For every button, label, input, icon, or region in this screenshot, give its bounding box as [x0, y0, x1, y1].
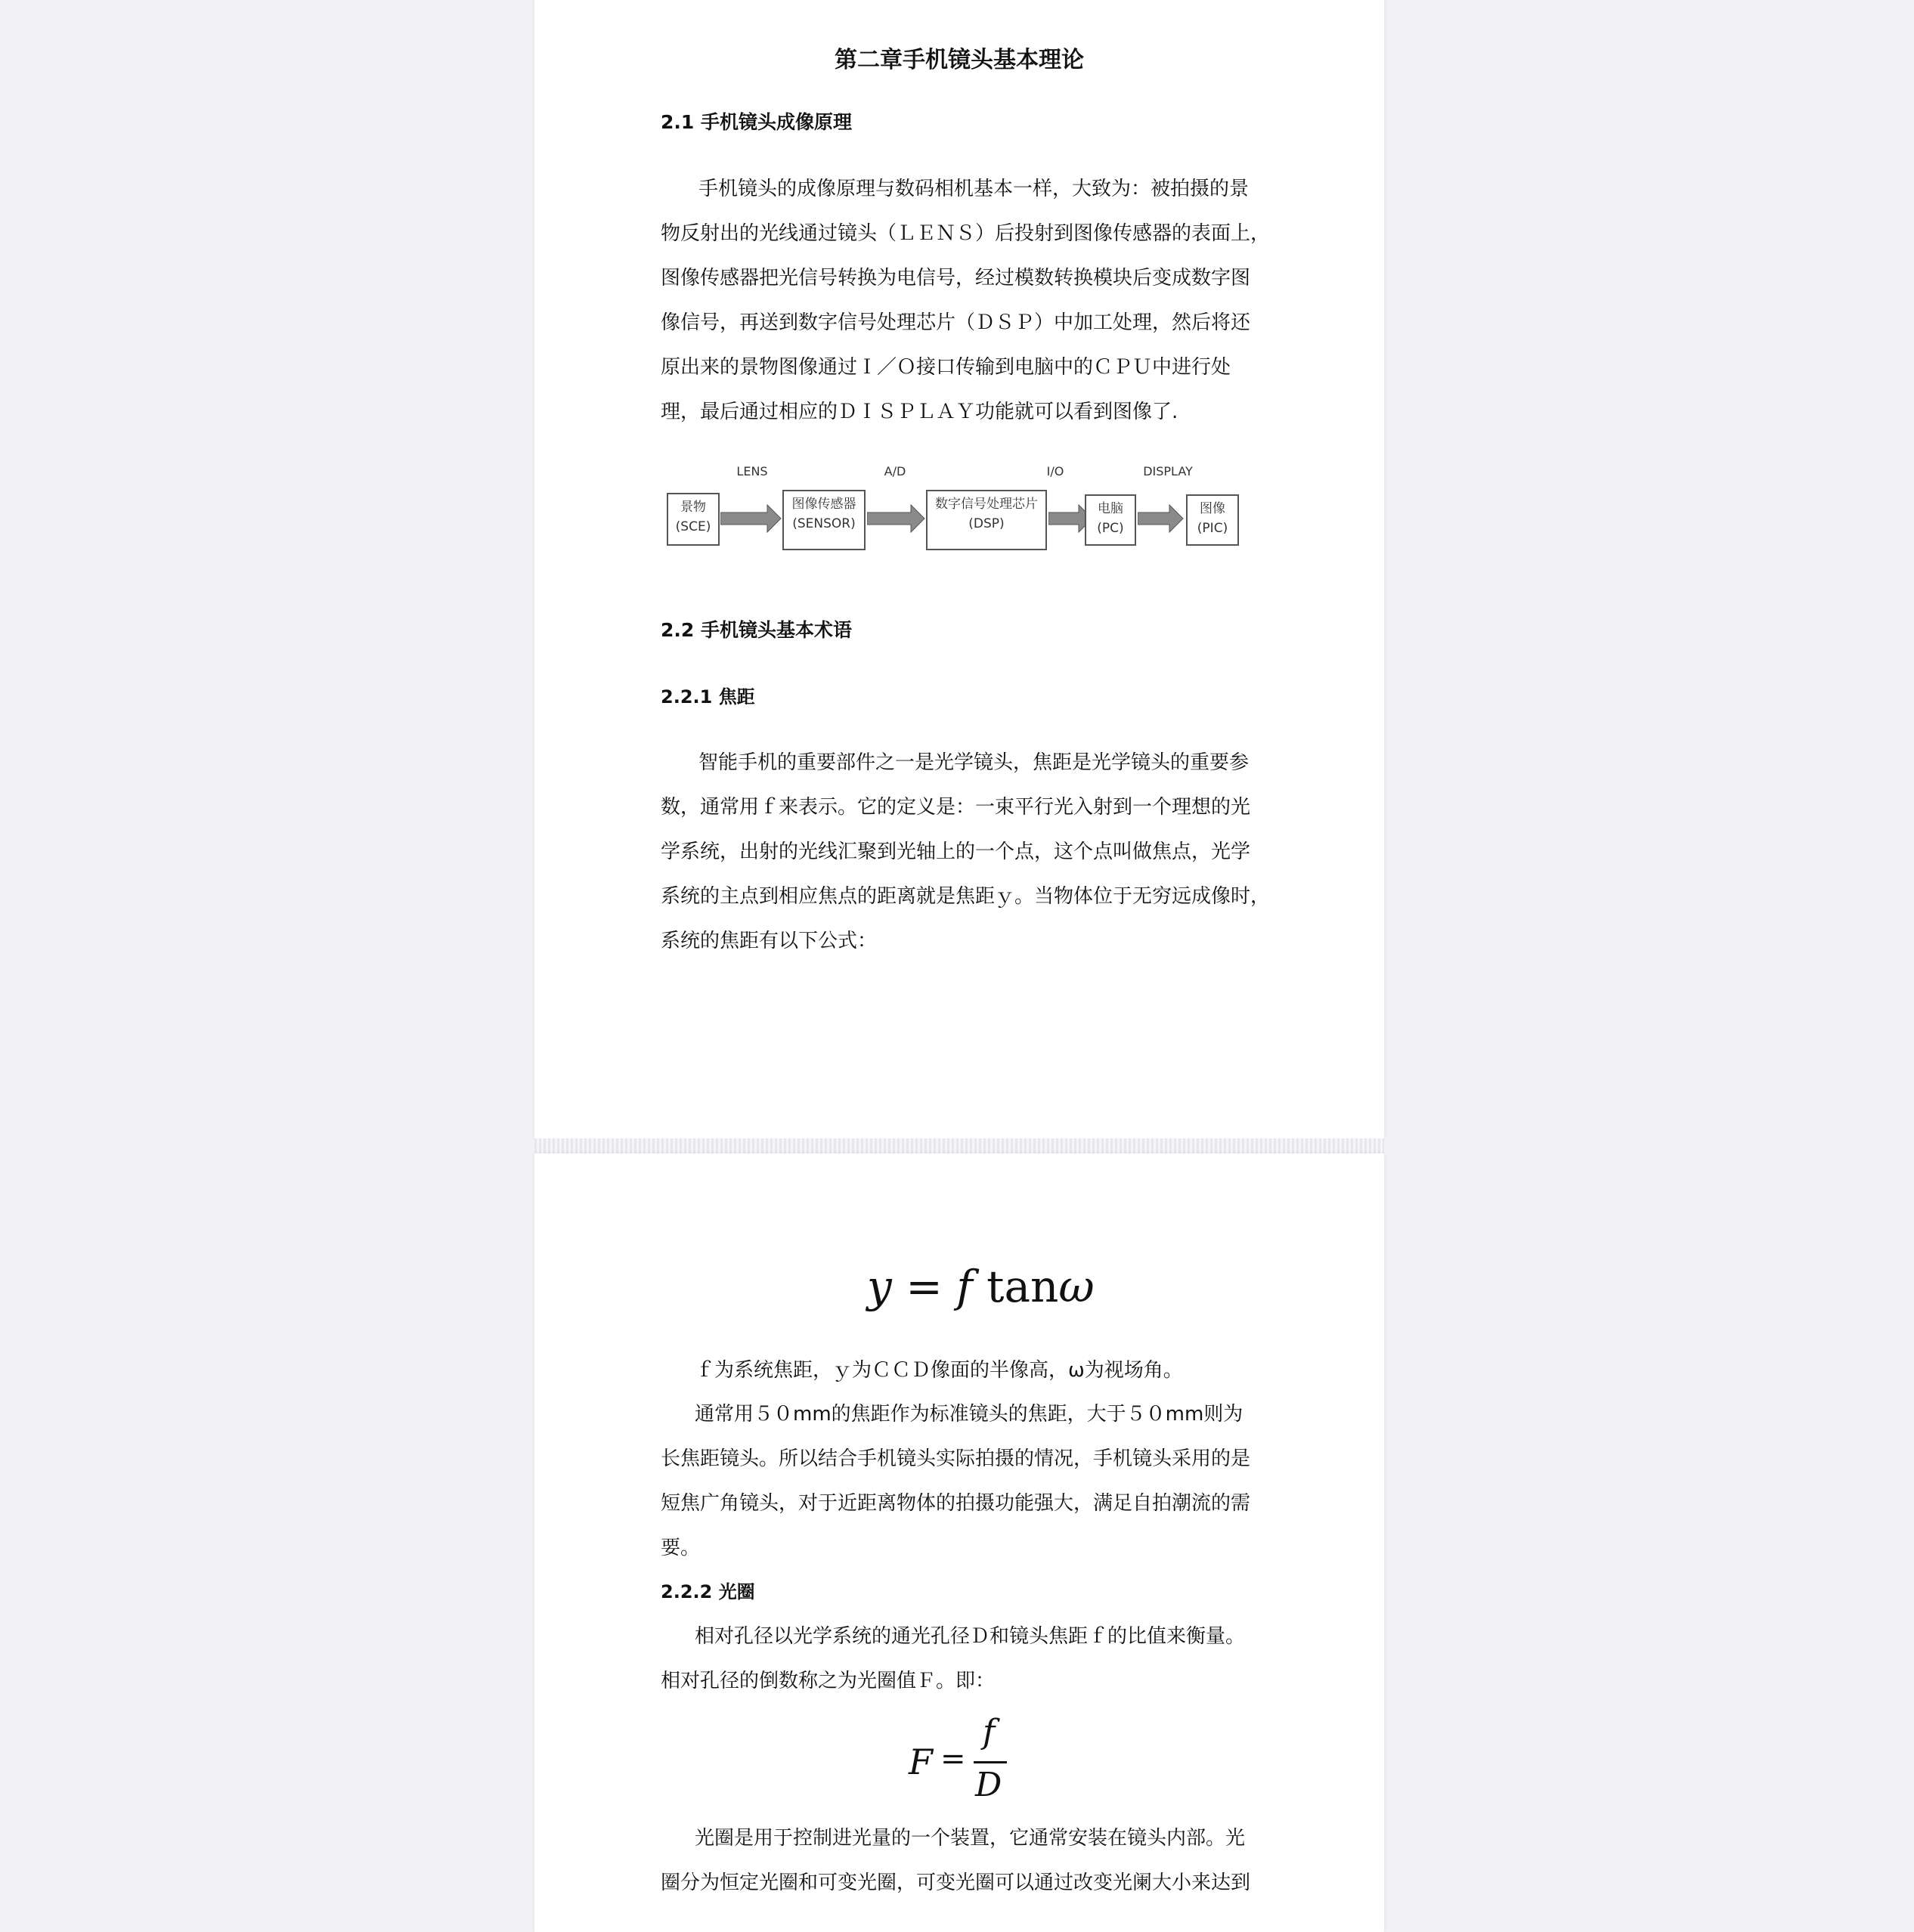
paragraph-line: 光圈是用于控制进光量的一个装置，它通常安装在镜头内部。光	[695, 1827, 1246, 1850]
paragraph-line: 系统的主点到相应焦点的距离就是焦距ｙ。当物体位于无穷远成像时，	[661, 885, 1271, 908]
diagram-box-picture	[1186, 494, 1239, 546]
page-gap	[534, 1138, 1384, 1153]
diagram-box-subtext: (SENSOR)	[792, 516, 856, 531]
paragraph-line: ｆ为系统焦距，ｙ为ＣＣＤ像面的半像高，ω为视场角。	[695, 1359, 1183, 1382]
diagram-box-sensor	[782, 490, 866, 550]
section-heading-2-2-2: 2.2.2 光圈	[661, 1581, 755, 1602]
section-heading-2-2: 2.2 手机镜头基本术语	[661, 619, 852, 641]
formula-numerator: f	[983, 1713, 996, 1751]
formula-symbol: =	[906, 1261, 943, 1312]
diagram-box-pc	[1085, 494, 1136, 546]
paragraph-line: 数，通常用ｆ来表示。它的定义是：一束平行光入射到一个理想的光	[661, 796, 1251, 819]
paragraph-line: 通常用５０mm的焦距作为标准镜头的焦距，大于５０mm则为	[695, 1403, 1243, 1426]
diagram-arrow	[720, 503, 782, 534]
paragraph-line: 系统的焦距有以下公式：	[661, 930, 878, 952]
formula-symbol: =	[940, 1742, 966, 1776]
paragraph-line: 圈分为恒定光圈和可变光圈，可变光圈可以通过改变光阑大小来达到	[661, 1872, 1251, 1894]
paragraph-line: 图像传感器把光信号转换为电信号，经过模数转换模块后变成数字图	[661, 267, 1251, 289]
diagram-box-dsp	[926, 490, 1047, 550]
paragraph-line: 理，最后通过相应的ＤＩＳＰＬＡＹ功能就可以看到图像了.	[661, 401, 1178, 423]
paragraph-line: 短焦广角镜头，对于近距离物体的拍摄功能强大，满足自拍潮流的需	[661, 1492, 1251, 1515]
formula-symbol: ω	[1058, 1261, 1095, 1312]
diagram-label-io: I/O	[1046, 464, 1064, 478]
paragraph-line: 智能手机的重要部件之一是光学镜头，焦距是光学镜头的重要参	[698, 751, 1250, 774]
chapter-title: 第二章手机镜头基本理论	[835, 47, 1084, 73]
section-heading-2-2-1: 2.2.1 焦距	[661, 686, 755, 707]
paragraph-line: 学系统，出射的光线汇聚到光轴上的一个点，这个点叫做焦点，光学	[661, 841, 1251, 863]
formula-symbol: tan	[986, 1261, 1059, 1312]
diagram-arrow	[1138, 503, 1185, 534]
diagram-box-text: 图像传感器	[791, 497, 856, 512]
paragraph-line: 要。	[661, 1537, 701, 1559]
diagram-box-subtext: (PIC)	[1197, 521, 1228, 536]
diagram-box-subtext: (SCE)	[675, 519, 711, 534]
diagram-box-text: 数字信号处理芯片	[935, 497, 1038, 512]
diagram-label-display: DISPLAY	[1143, 464, 1193, 478]
formula-denominator: D	[975, 1766, 1002, 1804]
diagram-box-subtext: (PC)	[1097, 521, 1124, 536]
diagram-label-lens: LENS	[736, 464, 768, 478]
document-page-2	[534, 1153, 1384, 1932]
paragraph-line: 物反射出的光线通过镜头（ＬＥＮＳ）后投射到图像传感器的表面上，	[661, 222, 1271, 245]
paragraph-line: 像信号，再送到数字信号处理芯片（ＤＳＰ）中加工处理，然后将还	[661, 311, 1251, 334]
diagram-box-text: 景物	[680, 500, 706, 515]
diagram-box-text: 电脑	[1098, 501, 1123, 516]
fraction-bar	[974, 1761, 1007, 1763]
paragraph-line: 相对孔径的倒数称之为光圈值Ｆ。即：	[661, 1670, 996, 1692]
diagram-box-subtext: (DSP)	[968, 516, 1005, 531]
formula-aperture	[909, 1713, 1014, 1811]
diagram-box-scene	[667, 493, 720, 546]
imaging-pipeline-diagram	[534, 457, 1384, 562]
paragraph-line: 手机镜头的成像原理与数码相机基本一样，大致为：被拍摄的景	[698, 178, 1250, 200]
diagram-box-text: 图像	[1200, 501, 1225, 516]
paragraph-line: 原出来的景物图像通过Ｉ／Ｏ接口传输到电脑中的ＣＰＵ中进行处	[661, 356, 1231, 379]
formula-symbol: F	[909, 1742, 933, 1782]
document-page-1	[534, 0, 1384, 1138]
diagram-arrow	[867, 503, 926, 534]
formula-symbol: y	[867, 1261, 892, 1312]
formula-symbol: f	[956, 1261, 973, 1312]
section-heading-2-1: 2.1 手机镜头成像原理	[661, 111, 852, 133]
formula-focal-length	[867, 1261, 1095, 1312]
paragraph-line: 长焦距镜头。所以结合手机镜头实际拍摄的情况，手机镜头采用的是	[661, 1447, 1251, 1470]
diagram-label-ad: A/D	[884, 464, 906, 478]
paragraph-line: 相对孔径以光学系统的通光孔径Ｄ和镜头焦距ｆ的比值来衡量。	[695, 1625, 1246, 1648]
